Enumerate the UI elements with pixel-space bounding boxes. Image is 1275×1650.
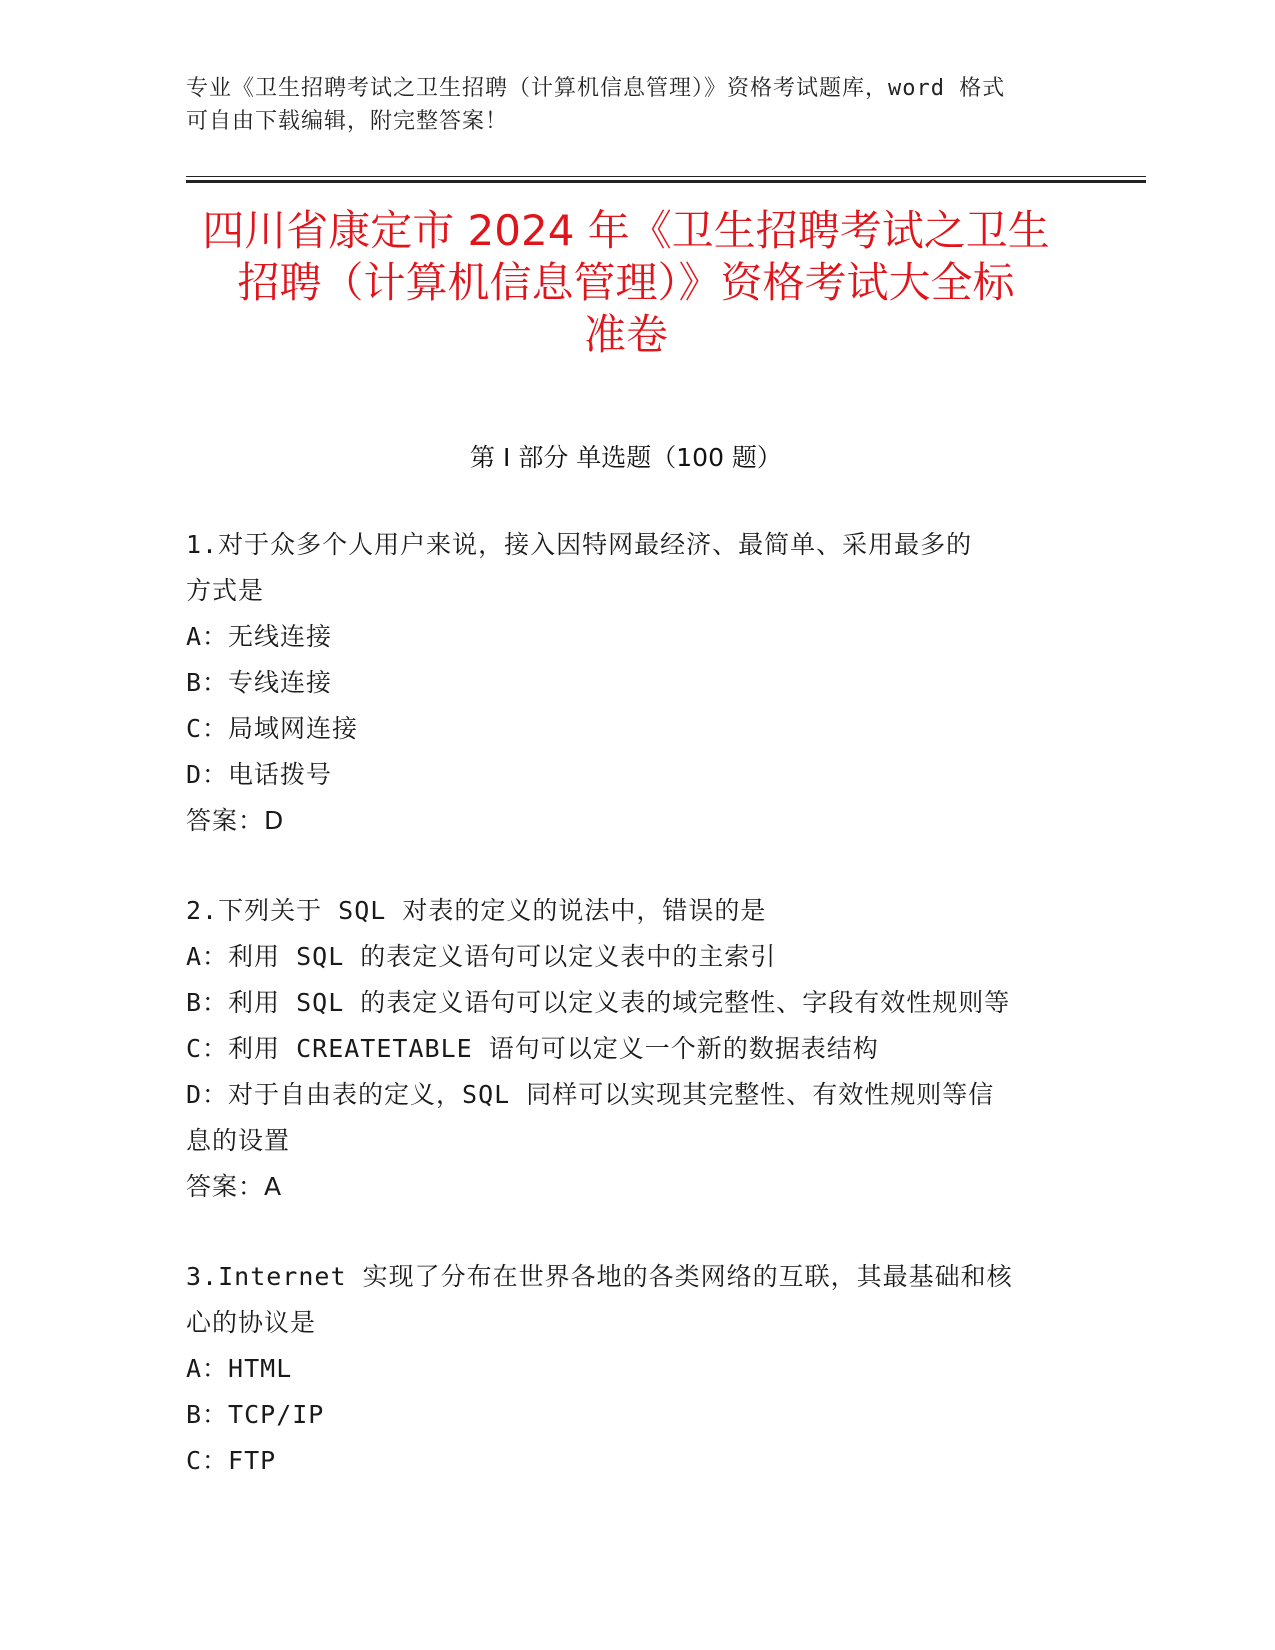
question-1 xyxy=(186,522,1066,844)
title-line-2: 招聘（计算机信息管理）》资格考试大全标 xyxy=(237,258,1015,307)
option-a: A：HTML xyxy=(186,1354,293,1383)
option-a: A：利用 SQL 的表定义语句可以定义表中的主索引 xyxy=(186,942,777,971)
option-b: B：专线连接 xyxy=(186,668,333,697)
option-d: D：对于自由表的定义，SQL 同样可以实现其完整性、有效性规则等信 xyxy=(186,1080,995,1109)
question-3 xyxy=(186,1254,1066,1484)
option-a: A：无线连接 xyxy=(186,622,333,651)
document-title xyxy=(186,205,1066,361)
option-c: C：FTP xyxy=(186,1446,277,1475)
question-stem-cont: 心的协议是 xyxy=(186,1308,317,1337)
answer: 答案：A xyxy=(186,1172,283,1201)
question-stem: 3.Internet 实现了分布在世界各地的各类网络的互联，其最基础和核 xyxy=(186,1262,1013,1291)
title-line-3: 准卷 xyxy=(583,310,668,359)
question-stem: 1.对于众多个人用户来说，接入因特网最经济、最简单、采用最多的 xyxy=(186,530,973,559)
option-d-cont: 息的设置 xyxy=(186,1126,291,1155)
option-b: B：TCP/IP xyxy=(186,1400,325,1429)
answer: 答案：D xyxy=(186,806,285,835)
option-d: D：电话拨号 xyxy=(186,760,333,789)
option-c: C：局域网连接 xyxy=(186,714,359,743)
question-2 xyxy=(186,888,1066,1210)
question-stem-cont: 方式是 xyxy=(186,576,265,605)
question-stem: 2.下列关于 SQL 对表的定义的说法中，错误的是 xyxy=(186,896,767,925)
title-line-1: 四川省康定市 2024 年《卫生招聘考试之卫生 xyxy=(202,206,1050,255)
option-b: B：利用 SQL 的表定义语句可以定义表的域完整性、字段有效性规则等 xyxy=(186,988,1011,1017)
option-c: C：利用 CREATETABLE 语句可以定义一个新的数据表结构 xyxy=(186,1034,879,1063)
question-list xyxy=(186,522,1066,1528)
section-title: 第 I 部分 单选题（100 题） xyxy=(470,443,782,472)
document-header xyxy=(186,72,1066,138)
header-line-2: 可自由下载编辑，附完整答案！ xyxy=(186,109,509,134)
header-divider-thick xyxy=(186,180,1146,183)
header-line-1: 专业《卫生招聘考试之卫生招聘（计算机信息管理）》资格考试题库，word 格式 xyxy=(186,76,1006,101)
header-divider-thin xyxy=(186,176,1146,177)
